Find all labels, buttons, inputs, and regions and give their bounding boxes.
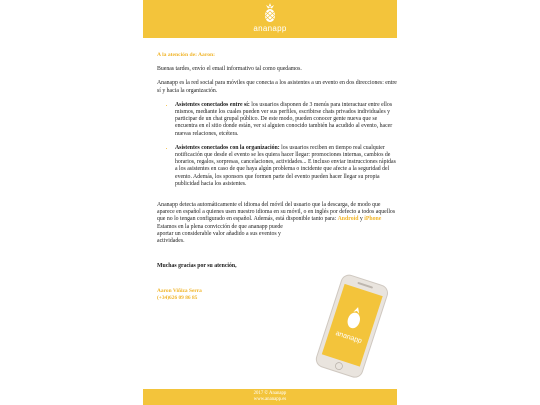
- and-text: y: [358, 216, 365, 223]
- greeting: Buenas tardes, envío el email informativo tal como quedamos.: [157, 66, 302, 73]
- copyright: 2017 © Ananapp: [253, 391, 287, 396]
- email-header: [143, 0, 397, 38]
- brand-name: ananapp: [253, 24, 287, 33]
- pineapple-icon: [263, 3, 277, 23]
- attention-line: A la atención de: Aaron:: [157, 52, 216, 58]
- phone-brand: ananapp: [334, 329, 363, 346]
- phone-mockup: [311, 274, 391, 384]
- brand-logo: [143, 3, 397, 33]
- feature-list: [157, 102, 397, 188]
- feature-text: los usuarios reciben en tiempo real cualquier notificación que desde el evento se les quiera hacer llegar: promociones internas, cambios de horarios, regalos, sorpresas, cancelaciones, actividades... E incluso enviar instrucciones rápidas a los asistentes en caso de que haya algún problema o incidente que afecte a la seguridad del evento. Además, los sponsors que formen parte del evento pueden hacer llegar su propia publicidad hacia los asistentes.: [175, 144, 396, 187]
- closing-paragraph: Estamos en la plena convicción de que ananapp puede aportar un considerable valor añadido a sus eventos y actividades.: [157, 223, 283, 245]
- android-link[interactable]: Android: [337, 216, 359, 223]
- signature-phone: (+34)626 09 86 85: [157, 295, 198, 302]
- language-text: Ananapp detecta automáticamente el idioma del móvil del usuario que la descarga, de modo que aparece en español a quienes usen nuestro idioma en su móvil, o en inglés por defecto a todos aquellos que no lo tengan configurado en español. Además, está disponible tanto para:: [157, 202, 396, 223]
- iphone-link[interactable]: iPhone: [364, 216, 382, 223]
- signature-name: Aaron Viñiza Serra: [157, 288, 202, 295]
- website-link[interactable]: www.ananapp.es: [253, 397, 287, 402]
- language-paragraph: [157, 202, 397, 224]
- email-body: [157, 52, 397, 302]
- intro-paragraph: Ananapp es la red social para móviles que conecta a los asistentes a un evento en dos direcciones: entre sí y hacia la organización.: [157, 80, 397, 94]
- email-sheet: [143, 0, 397, 405]
- feature-title: Asistentes conectados con la organización:: [175, 144, 280, 151]
- feature-item: [175, 145, 397, 188]
- feature-text: los usuarios disponen de 3 menús para interactuar entre ellos mismos, mediante los cuales pueden ver sus perfiles, escribirse chats privados individuales y participar de un chat grupal público. De este modo, pueden conocer gente nueva que se encuentra en el sitio donde están, ver si alguien conocido también ha acudido al evento, hacer nuevas relaciones, etcétera.: [175, 101, 393, 137]
- feature-title: Asistentes conectados entre sí:: [175, 101, 250, 108]
- thanks-line: Muchas gracias por su atención,: [157, 263, 237, 270]
- email-footer: [143, 389, 397, 405]
- phone-illustration: [311, 274, 391, 384]
- feature-item: [175, 102, 397, 138]
